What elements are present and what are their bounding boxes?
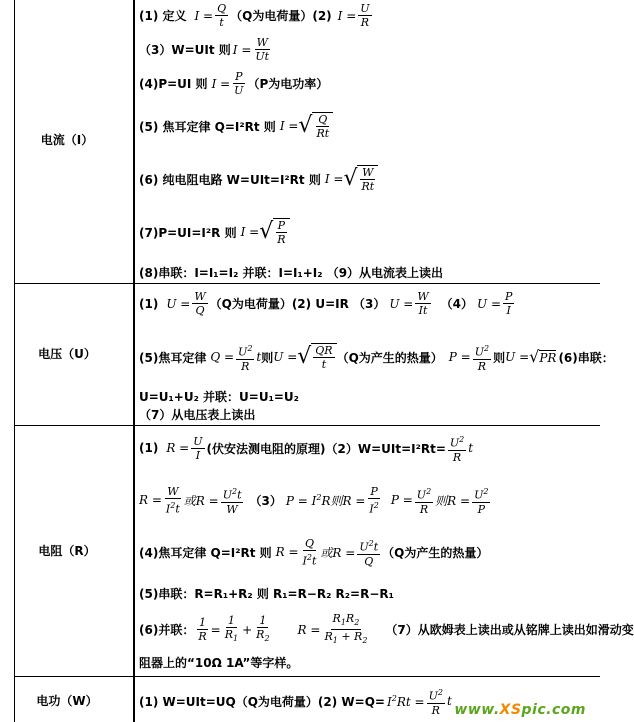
- row-divider: [14, 425, 600, 426]
- current-formula-6: (7)P=UI=I²R 则 I = √ $\frac{P}{R}$: [139, 218, 290, 246]
- row-label-current: 电流（I）: [40, 133, 94, 147]
- row-divider: [14, 283, 600, 284]
- row-label-voltage: 电压（U）: [38, 347, 96, 361]
- current-formula-2: （3）W=UIt 则 I = $\frac{W}{Ut}$: [139, 36, 270, 63]
- work-formula-1: (1) W=UIt=UQ（Q为电荷量）(2) W=Q= $I^2Rt$ = $\frac{U^2}{R}$ t: [139, 688, 452, 717]
- current-formula-4: (5) 焦耳定律 Q=I²Rt 则 I = √ $\frac{Q}{Rt}$: [139, 112, 333, 140]
- voltage-formula-3: U=U₁+U₂ 并联：U=U₁=U₂: [139, 390, 299, 404]
- resistance-formula-3: (4)焦耳定律 Q=I²Rt 则 R = $\frac{Q}{I^2t}$ 或R = $\frac{U^2t}{Q}$ （Q为产生的热量）: [139, 537, 489, 568]
- row-label-work: 电功（W）: [36, 694, 98, 708]
- resistance-formula-4: (5)串联：R=R₁+R₂ 则 R₁=R−R₂ R₂=R−R₁: [139, 587, 394, 601]
- resistance-formula-1: (1) R = $\frac{U}{I}$ (伏安法测电阻的原理)（2）W=UIt=I²Rt= $\frac{U^2}{R}$ t: [139, 434, 474, 464]
- voltage-formula-4: （7）从电压表上读出: [139, 408, 256, 422]
- current-formula-7: (8)串联：I=I₁=I₂ 并联：I=I₁+I₂ （9）从电流表上读出: [139, 266, 444, 280]
- current-formula-3: (4)P=UI 则 I = $\frac{P}{U}$ （P为电功率）: [139, 70, 329, 97]
- resistance-formula-5: (6)并联： $\frac{1}{R}$ = $\frac{1}{R_1}$ + $\frac{1}{R_2}$ R = $\frac{R_1R_2}{R_1 + R_2}$ （7）从欧姆表上读出或从铭牌上读出如滑动变: [139, 612, 634, 646]
- current-formula-1: (1) 定义 I = $\frac{Q}{t}$ （Q为电荷量）(2) I = $\frac{U}{R}$: [139, 2, 370, 29]
- resistance-formula-6: 阻器上的“10Ω 1A”等字样。: [139, 656, 299, 670]
- voltage-formula-2: (5)焦耳定律 Q = $\frac{U^2}{R}$ t 则 U = √ $\frac{QR}{t}$ （Q为产生的热量） P = $\frac{U^2}{R}$ 则 U = √ PR (6)串联：: [139, 344, 614, 373]
- site-watermark: www.XSpic.com: [454, 702, 586, 718]
- row-label-resistance: 电阻（R）: [38, 544, 96, 558]
- resistance-formula-2: R = $\frac{W}{I^2t}$ 或R = $\frac{U^2t}{W}$ （3） $P = I^2R$则R = $\frac{P}{I^2}$ P = $\frac{U^2}{R}$ 则R = $\frac{U^2}{P}$: [139, 485, 489, 516]
- current-formula-5: (6) 纯电阻电路 W=UIt=I²Rt 则 I = √ $\frac{W}{Rt}$: [139, 165, 378, 193]
- row-divider: [14, 676, 600, 677]
- voltage-formula-1: (1) U = $\frac{W}{Q}$ （Q为电荷量）(2) U=IR （3） U = $\frac{W}{It}$ （4） U = $\frac{P}{I}$: [139, 290, 513, 317]
